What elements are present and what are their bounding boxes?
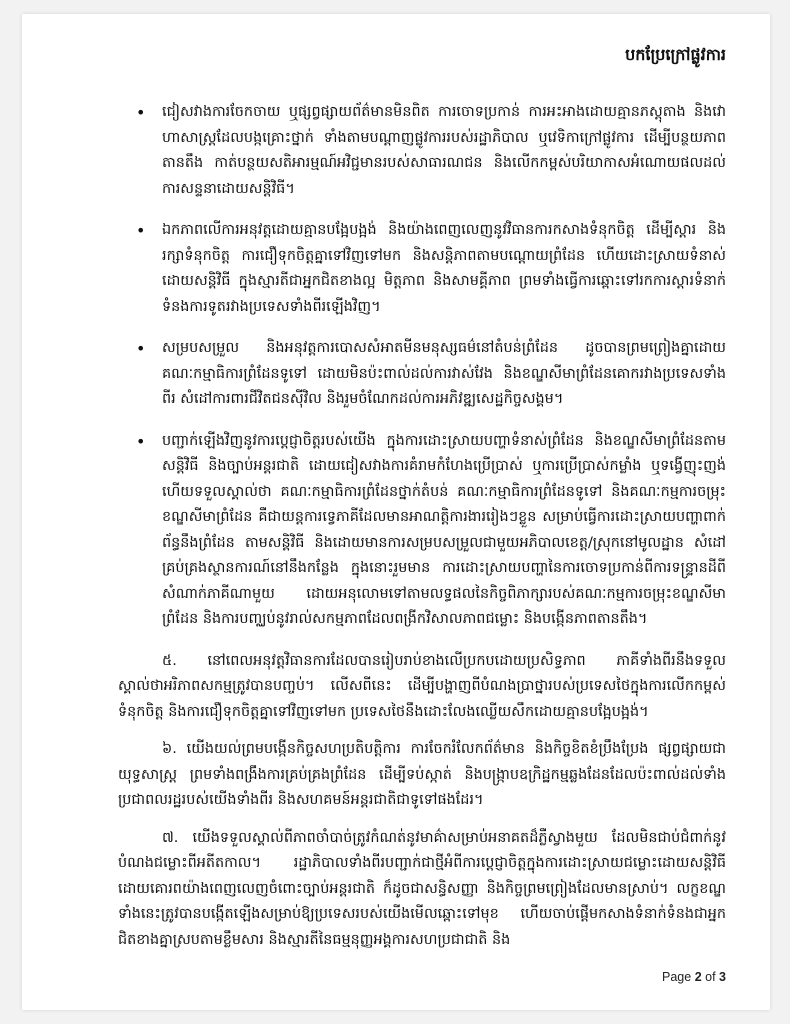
bullet-item: • សម្របសម្រួល និងអនុវត្តការបោសសំអាតមីនមនុស្សធម៌នៅតំបន់ព្រំដែន ដូចបានព្រមព្រៀងគ្នាដោយគណៈកម្មាធិការព្រំដែនទូទៅ ដោយមិនប៉ះពាល់ដល់ការវាស់វែង និងខណ្ឌសីមាព្រំដែនគោករវាងប្រទេសទាំងពីរ សំដៅការពារជីវិតជនស៊ីវិល និងរួមចំណែកដល់ការអភិវឌ្ឍសេដ្ឋកិច្ចសង្គម។ bbox=[162, 336, 726, 413]
page-of: of bbox=[705, 970, 716, 984]
bullet-item: • បញ្ជាក់ឡើងវិញនូវការប្តេជ្ញាចិត្តរបស់យើង ក្នុងការដោះស្រាយបញ្ហាទំនាស់ព្រំដែន និងខណ្ឌសីមាព្រំដែនតាមសន្តិវិធី និងច្បាប់អន្តរជាតិ ដោយជៀសវាងការគំរាមកំហែងប្រើប្រាស់ ឬការប្រើប្រាស់កម្លាំង ឬទង្វើញុះញង់ ហើយទទួលស្គាល់ថា គណៈកម្មាធិការព្រំដែនថ្នាក់តំបន់ គណៈកម្មាធិការព្រំដែនទូទៅ និងគណៈកម្មការចម្រុះខណ្ឌសីមាព្រំដែន គឺជាយន្តការទ្វេភាគីដែលមានអាណត្តិការងាររៀងៗខ្លួន សម្រាប់ធ្វើការដោះស្រាយបញ្ហាពាក់ព័ន្ធនឹងព្រំដែន តាមសន្តិវិធី និងដោយមានការសម្របសម្រួលជាមួយអភិបាលខេត្ត/ស្រុកនៅមូលដ្ឋាន សំដៅគ្រប់គ្រងស្ថានការណ៍នៅនឹងកន្លែង ក្នុងនោះរួមមាន ការដោះស្រាយបញ្ហានៃការចោទប្រកាន់ពីការទន្ទ្រានដីពីសំណាក់ភាគីណាមួយ ដោយអនុលោមទៅតាមលទ្ធផលនៃកិច្ចពិភាក្សារបស់គណៈកម្មការចម្រុះខណ្ឌសីមាព្រំដែន និងការបញ្ឈប់នូវរាល់សកម្មភាពដែលពង្រីកវិសាលភាពជម្លោះ និងបង្កើនភាពតានតឹង។ bbox=[162, 429, 726, 633]
document-body bbox=[118, 100, 726, 965]
page-number bbox=[662, 970, 726, 984]
bullet-list bbox=[118, 100, 726, 633]
document-page bbox=[22, 14, 770, 1010]
page-label: Page bbox=[662, 970, 692, 984]
bullet-item: • ជៀសវាងការចែកចាយ ឬផ្សព្វផ្សាយព័ត៌មានមិនពិត ការចោទប្រកាន់ ការអះអាងដោយគ្មានភស្តុតាង និងវោហាសាស្ត្រដែលបង្កគ្រោះថ្នាក់ ទាំងតាមបណ្តាញផ្លូវការរបស់រដ្ឋាភិបាល ឬវេទិកាក្រៅផ្លូវការ ដើម្បីបន្ថយភាពតានតឹង កាត់បន្ថយសតិអារម្មណ៍អវិជ្ជមានរបស់សាធារណជន និងលើកកម្ពស់បរិយាកាសអំណោយផលដល់ការសន្ទនាដោយសន្តិវិធី។ bbox=[162, 100, 726, 202]
total-pages: 3 bbox=[719, 970, 726, 984]
numbered-paragraph-6: ៦. យើងយល់ព្រមបង្កើនកិច្ចសហប្រតិបត្តិការ ការចែករំលែកព័ត៌មាន និងកិច្ចខិតខំប្រឹងប្រែង ផ្សព្វផ្សាយជាយុទ្ធសាស្ត្រ ព្រមទាំងពង្រឹងការគ្រប់គ្រងព្រំដែន ដើម្បីទប់ស្កាត់ និងបង្ក្រាបឧក្រិដ្ឋកម្មឆ្លងដែនដែលប៉ះពាល់ដល់ទាំងប្រជាពលរដ្ឋរបស់យើងទាំងពីរ និងសហគមន៍អន្តរជាតិជាទូទៅផងដែរ។ bbox=[118, 741, 726, 808]
current-page: 2 bbox=[694, 970, 702, 984]
page-header: បកប្រែក្រៅផ្លូវការ bbox=[625, 45, 726, 64]
bullet-item: • ឯកភាពលើការអនុវត្តដោយគ្មានបង្អែបង្អង់ និងយ៉ាងពេញលេញនូវវិធានការកសាងទំនុកចិត្ត ដើម្បីស្តារ និងរក្សាទំនុកចិត្ត ការជឿទុកចិត្តគ្នាទៅវិញទៅមក និងសន្តិភាពតាមបណ្តោយព្រំដែន ហើយដោះស្រាយទំនាស់ដោយសន្តិវិធី ក្នុងស្មារតីជាអ្នកជិតខាងល្អ មិត្តភាព និងសាមគ្គីភាព ព្រមទាំងធ្វើការឆ្ពោះទៅរកការស្តារទំនាក់ទំនងការទូតរវាងប្រទេសទាំងពីរឡើងវិញ។ bbox=[162, 218, 726, 320]
numbered-paragraph-7: ៧. យើងទទួលស្គាល់ពីភាពចាំបាច់ត្រូវកំណត់នូវមាគ៌ាសម្រាប់អនាគតដ៏ភ្លឺស្វាងមួយ ដែលមិនជាប់ជំពាក់នូវបំណងជម្លោះពីអតីតកាល។ រដ្ឋាភិបាលទាំងពីរបញ្ជាក់ជាថ្មីអំពីការប្តេជ្ញាចិត្តក្នុងការដោះស្រាយជម្លោះដោយសន្តិវិធី ដោយគោរពយ៉ាងពេញលេញចំពោះច្បាប់អន្តរជាតិ ក៏ដូចជាសន្ធិសញ្ញា និងកិច្ចព្រមព្រៀងដែលមានស្រាប់។ លក្ខខណ្ឌទាំងនេះត្រូវបានបង្កើតឡើងសម្រាប់ឱ្យប្រទេសរបស់យើងមើលឆ្ពោះទៅមុខ ហើយចាប់ផ្តើមកសាងទំនាក់ទំនងជាអ្នកជិតខាងគ្នាស្របតាមខ្លឹមសារ និងស្មារតីនៃធម្មនុញ្ញអង្គការសហប្រជាជាតិ និង bbox=[118, 829, 726, 948]
numbered-paragraph-5: ៥. នៅពេលអនុវត្តវិធានការដែលបានរៀបរាប់ខាងលើប្រកបដោយប្រសិទ្ធភាព ភាគីទាំងពីរនឹងទទួលស្គាល់ថាអរិភាពសកម្មត្រូវបានបញ្ចប់។ លើសពីនេះ ដើម្បីបង្ហាញពីបំណងប្រាថ្នារបស់ប្រទេសថៃក្នុងការលើកកម្ពស់ទំនុកចិត្ត និងការជឿទុកចិត្តគ្នាទៅវិញទៅមក ប្រទេសថៃនឹងដោះលែងឈ្លើយសឹកដោយគ្មានបង្អែបង្អង់។ bbox=[118, 652, 726, 720]
